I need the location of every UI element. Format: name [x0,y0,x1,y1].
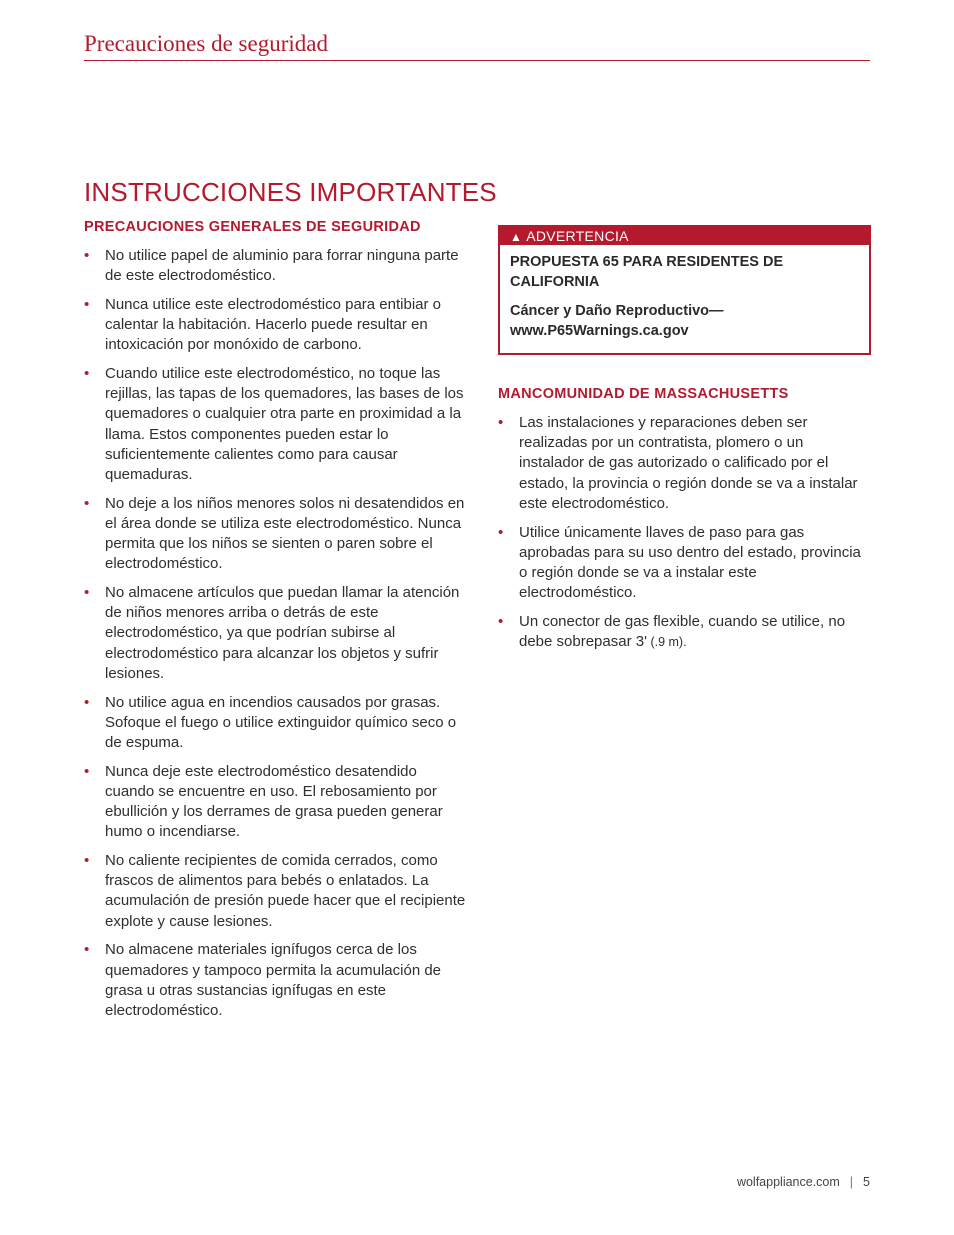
massachusetts-section [498,386,871,652]
list-item-text: No utilice papel de aluminio para forrar ninguna parte de este electrodoméstico. [105,247,459,285]
general-precautions-heading: PRECAUCIONES GENERALES DE SEGURIDAD [84,219,421,235]
bullet-dot-icon: • [84,494,90,512]
warning-text: Cáncer y Daño Reproductivo—www.P65Warnings.ca.gov [510,303,724,339]
list-item [84,583,466,684]
page-header-title: Precauciones de seguridad [84,31,328,56]
list-item-metric-note: (.9 m). [646,635,687,650]
bullet-dot-icon: • [84,762,90,780]
bullet-dot-icon: • [84,247,90,264]
list-item [84,762,466,843]
warning-title: PROPUESTA 65 PARA RESIDENTES DE CALIFORNIA [510,254,784,290]
warning-triangle-icon: ▲ [510,230,523,244]
prop65-warning-box [498,225,871,355]
massachusetts-heading: MANCOMUNIDAD DE MASSACHUSETTS [498,386,789,402]
bullet-dot-icon: • [84,295,90,313]
list-item [84,295,466,356]
list-item-text: No almacene materiales ignífugos cerca de los quemadores y tampoco permita la acumulación de grasa u otras sustancias ignífugas en este electrodoméstico. [105,941,442,1019]
footer-separator: | [849,1175,854,1189]
bullet-dot-icon: • [84,584,90,602]
bullet-dot-icon: • [84,365,90,383]
list-item [498,612,871,652]
list-item [84,851,466,932]
list-item [84,246,466,286]
page-number: 5 [863,1175,870,1189]
bullet-dot-icon: • [498,523,504,541]
list-item-text: No almacene artículos que puedan llamar la atención de niños menores arriba o detrás de este electrodoméstico, ya que podrían subirse al electrodoméstico para alcanzar los objetos y sufrir lesiones. [105,584,460,682]
list-item-text: Un conector de gas flexible, cuando se utilice, no debe sobrepasar 3' [519,612,846,651]
list-item [84,940,466,1021]
list-item-text: Cuando utilice este electrodoméstico, no toque las rejillas, las tapas de los quemadores, las bases de los quemadores o cualquier otra parte en proximidad a la llama. Estos componentes pueden estar lo suficientemente calientes como para causar quemaduras. [105,365,464,484]
bullet-dot-icon: • [84,941,90,959]
list-item-text: Utilice únicamente llaves de paso para gas aprobadas para su uso dentro del estado, provincia o región donde se va a instalar este electrodoméstico. [519,523,861,602]
list-item [498,523,871,604]
bullet-dot-icon: • [498,414,504,431]
footer-site-link[interactable]: wolfappliance.com [736,1175,840,1189]
list-item [84,693,466,754]
bullet-dot-icon: • [84,851,90,869]
main-heading: INSTRUCCIONES IMPORTANTES [84,177,497,207]
list-item [84,364,466,485]
page-footer [737,1175,870,1189]
list-item-text: Nunca utilice este electrodoméstico para entibiar o calentar la habitación. Hacerlo puede resultar en intoxicación por monóxido de carbono. [105,295,442,354]
massachusetts-list [498,413,871,652]
list-item-text: Nunca deje este electrodoméstico desatendido cuando se encuentre en uso. El rebosamiento por ebullición y los derrames de grasa pueden generar humo o incendiarse. [105,762,443,841]
warning-body [500,245,869,353]
left-column [84,219,466,1030]
header-divider [84,60,870,61]
list-item [84,494,466,575]
list-item [498,413,871,514]
bullet-dot-icon: • [84,693,90,711]
list-item-text: No utilice agua en incendios causados por grasas. Sofoque el fuego o utilice extinguidor químico seco o de espuma. [105,693,457,751]
general-precautions-list [84,246,466,1021]
warning-label-bar [500,227,869,245]
warning-label: ADVERTENCIA [526,228,629,244]
list-item-text: No deje a los niños menores solos ni desatendidos en el área donde se utiliza este electrodoméstico. Nunca permita que los niños se sienten o paren sobre el electrodoméstico. [105,494,465,573]
right-column [498,225,871,661]
list-item-text: No caliente recipientes de comida cerrados, como frascos de alimentos para bebés o enlatados. La acumulación de presión puede hacer que el recipiente explote y cause lesiones. [105,851,466,930]
bullet-dot-icon: • [498,612,504,630]
list-item-text: Las instalaciones y reparaciones deben ser realizadas por un contratista, plomero o un instalador de gas autorizado o calificado por el estado, la provincia o región donde se va a instalar este electrodoméstico. [519,414,858,512]
